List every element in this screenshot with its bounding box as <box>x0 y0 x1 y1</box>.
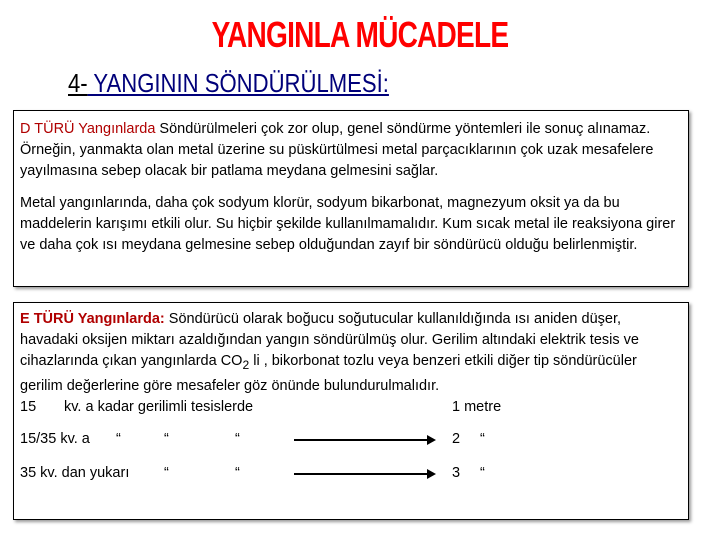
voltage-value: 15 <box>20 399 37 415</box>
section-title: YANGININ SÖNDÜRÜLMESİ: <box>87 68 389 98</box>
e-type-fire-box <box>13 302 689 520</box>
d-type-fire-box <box>13 110 689 287</box>
distance-value: 2 <box>452 431 461 447</box>
voltage-range: 15/35 kv. a <box>20 431 90 447</box>
voltage-range: 35 kv. dan yukarı <box>20 465 130 481</box>
ditto-mark: “ <box>235 431 240 447</box>
e-type-text-a: Söndürücü olarak boğucu soğutucular kullanıldığında ısı aniden düşer, havadaki oksijen miktarı azaldığından yangın söndürülmüş olur. Gerilim altındaki elektrik tesis ve cihazlarında çıkan yangınlarda CO <box>20 311 639 369</box>
ditto-mark: “ <box>164 465 169 481</box>
section-number: 4- <box>68 68 88 98</box>
page-title: YANGINLA MÜCADELE <box>211 14 509 55</box>
d-type-text-1: Söndürülmeleri çok zor olup, genel söndürme yöntemleri ile sonuç alınamaz. Örneğin, yanmakta olan metal üzerine su püskürtülmesi metal parçacıklarının çok uzak mesafelere yayılmasına sebep olacak bir patlama meydana gelmesini sağlar. <box>20 121 654 179</box>
arrow-icon <box>294 439 434 441</box>
ditto-mark: “ <box>164 431 169 447</box>
e-type-label: E TÜRÜ Yangınlarda: <box>20 311 165 327</box>
ditto-mark: “ <box>480 465 485 481</box>
ditto-mark: “ <box>480 431 485 447</box>
d-type-label: D TÜRÜ Yangınlarda <box>20 121 156 137</box>
arrow-icon <box>294 473 434 475</box>
distance-value: 1 metre <box>452 399 502 415</box>
d-type-paragraph-2: Metal yangınlarında, daha çok sodyum klorür, sodyum bikarbonat, magnezyum oksit ya da bu maddelerin karışımı etkili olur. Su hiçbir şekilde kullanılmamalıdır. Kum sıcak metal ile reaksiyona girer ve daha çok ısı meydana gelmesine sebep olduğundan zayıf bir söndürücü olduğu belirlenmiştir. <box>20 195 676 253</box>
d-type-paragraph-1 <box>20 119 682 182</box>
ditto-mark: “ <box>116 431 121 447</box>
co2-subscript: 2 <box>242 357 250 372</box>
e-type-paragraph <box>20 309 682 397</box>
e-type-text-b: li , bikorbonat tozlu veya benzeri etkili diğer tip söndürücüler gerilim değerlerine göre mesafeler göz önünde bulundurulmalıdır. <box>20 353 637 394</box>
ditto-mark: “ <box>235 465 240 481</box>
voltage-desc: kv. a kadar gerilimli tesislerde <box>64 399 254 415</box>
section-heading <box>68 68 389 99</box>
distance-value: 3 <box>452 465 461 481</box>
